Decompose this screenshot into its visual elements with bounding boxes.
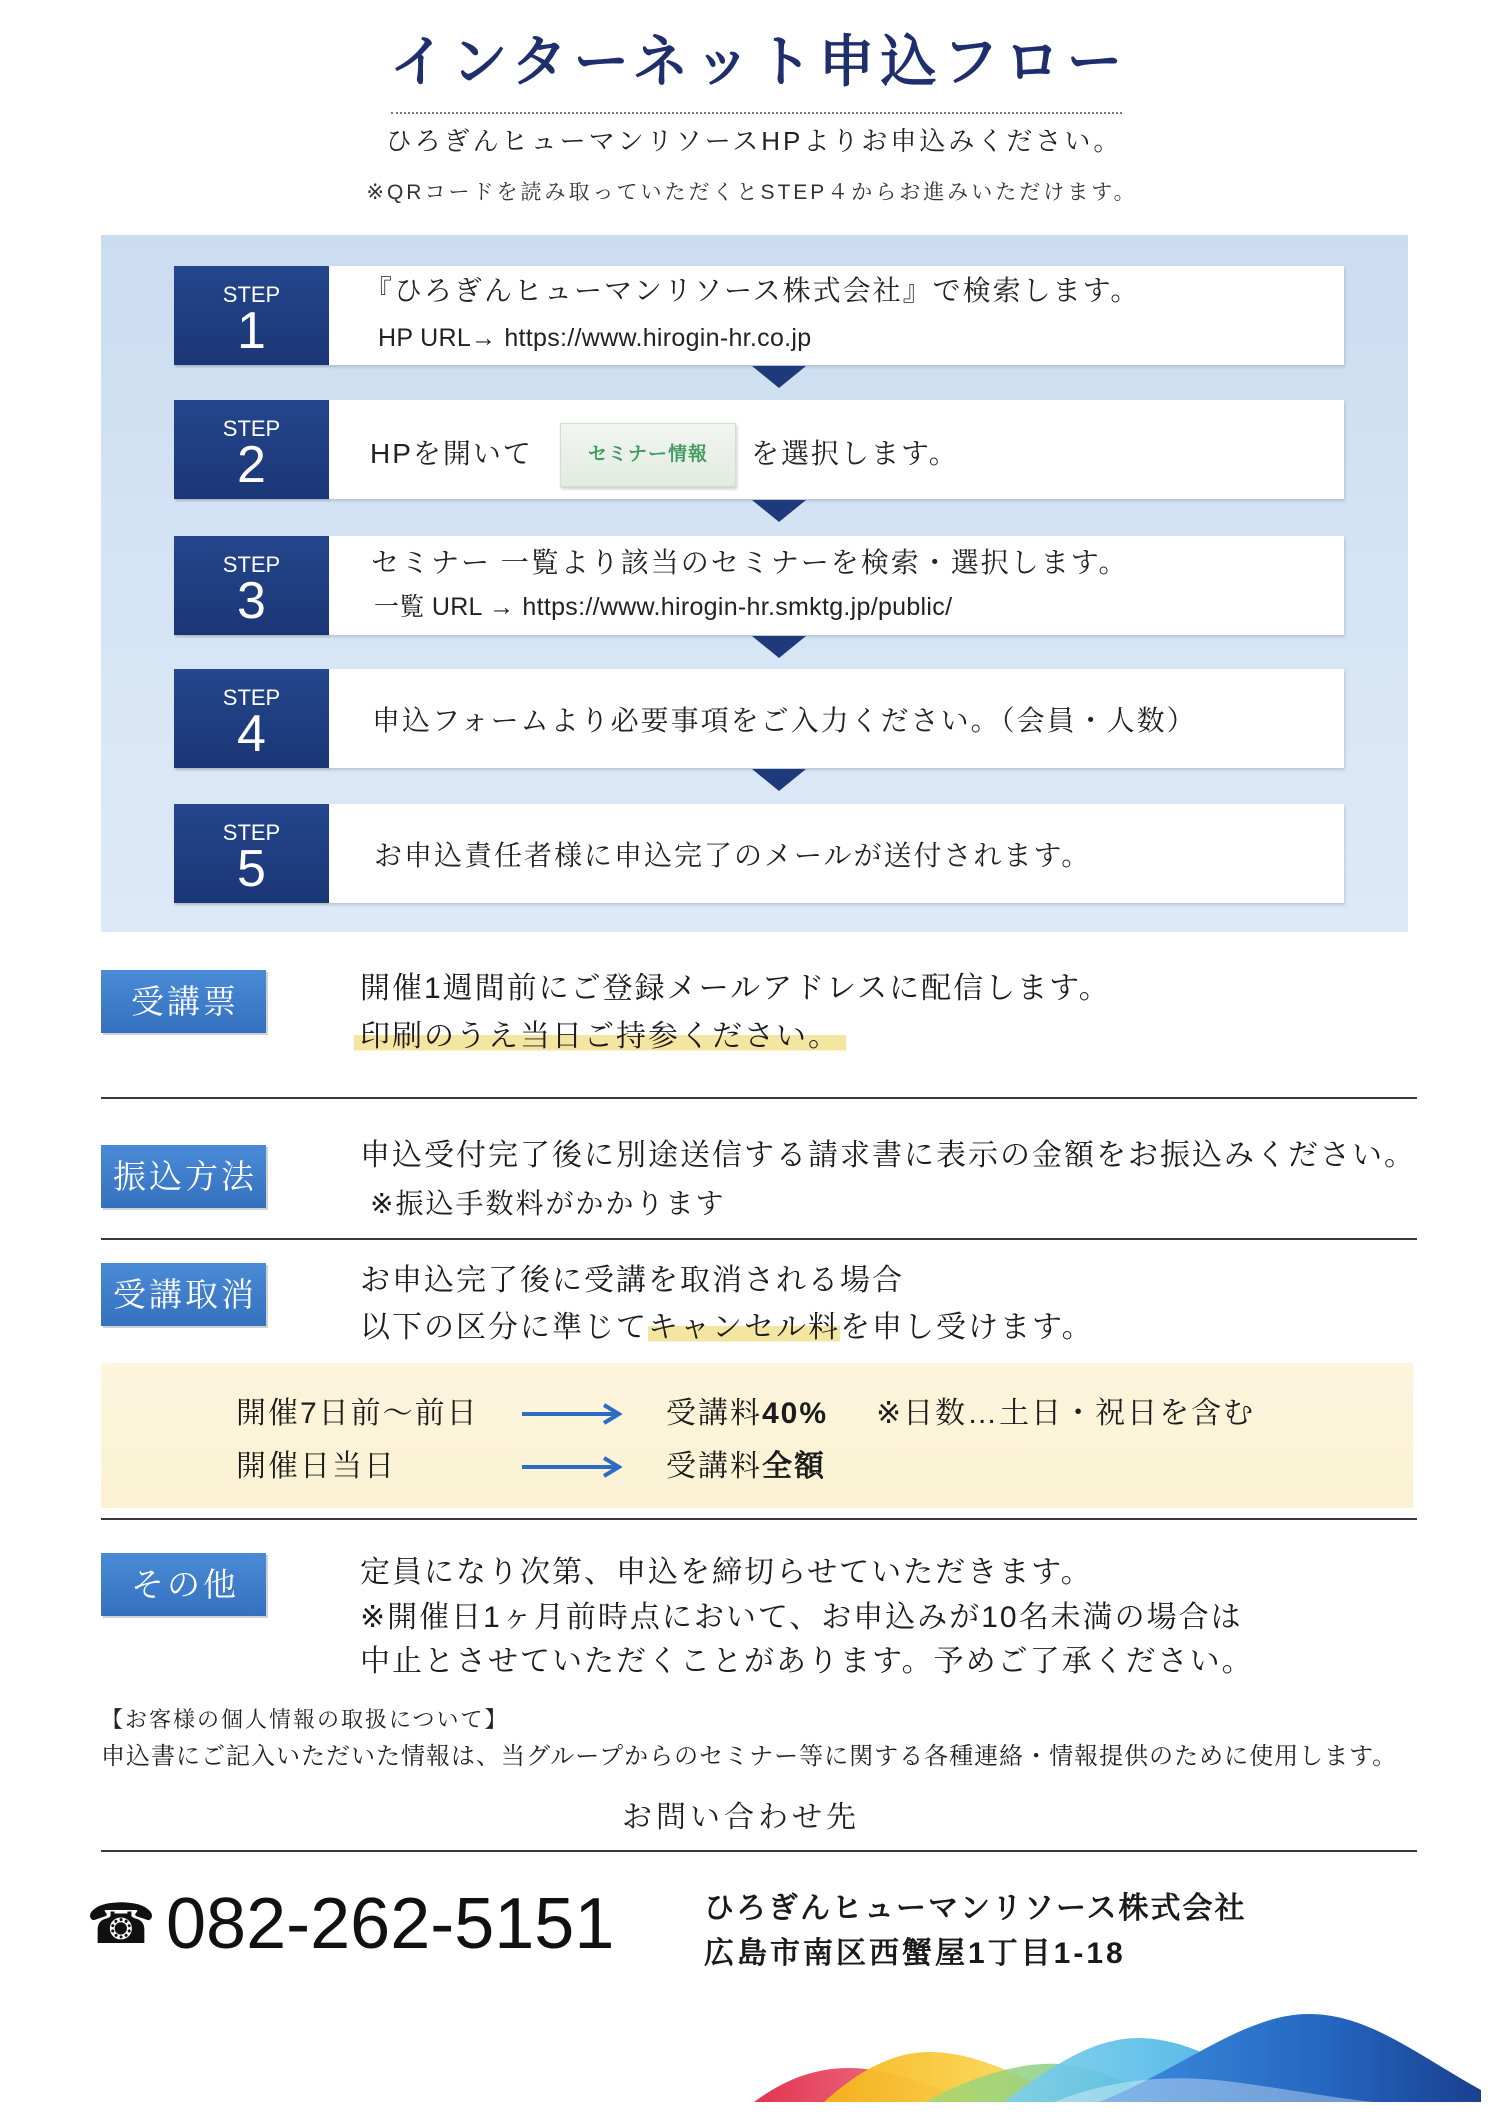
step-badge (174, 804, 329, 903)
step-text: セミナー 一覧より該当のセミナーを検索・選択します。 (371, 547, 1129, 578)
triangle-down-icon (752, 769, 806, 791)
step-4 (174, 669, 1344, 768)
seminar-list-url-link[interactable]: https://www.hirogin-hr.smktg.jp/public/ (522, 593, 953, 621)
cancel-text-line-1: お申込完了後に受講を取消される場合 (360, 1264, 904, 1297)
step-text: 申込フォームより必要事項をご入力ください。（会員・人数） (372, 705, 1197, 736)
ticket-text-line-2 (360, 1017, 846, 1057)
step-3 (174, 536, 1344, 635)
privacy-heading: 【お客様の個人情報の取扱について】 (101, 1707, 509, 1732)
fee-amount (666, 1447, 826, 1487)
contact-divider (101, 1850, 1417, 1852)
other-text-line-3: 中止とさせていただくことがあります。予めご了承ください。 (360, 1645, 1254, 1678)
fee-value: 40% (762, 1397, 829, 1430)
step-url-line (374, 591, 952, 623)
ticket-text-line-1: 開催1週間前にご登録メールアドレスに配信します。 (360, 972, 1111, 1005)
fee-period: 開催日当日 (236, 1450, 396, 1483)
step-badge (174, 669, 329, 768)
step-number: 3 (237, 572, 266, 630)
fee-label: 受講料 (666, 1397, 762, 1430)
fee-label: 受講料 (666, 1450, 762, 1483)
step-label: STEP (222, 820, 281, 845)
step-body (329, 804, 1344, 903)
section-label-other: その他 (101, 1553, 266, 1616)
step-label: STEP (222, 685, 281, 710)
privacy-body: 申込書にご記入いただいた情報は、当グループからのセミナー等に関する各種連絡・情報提供のために使用します。 (101, 1743, 1398, 1770)
cancel-text-line-2 (360, 1308, 1094, 1348)
qr-note: ※QRコードを読み取っていただくとSTEP４からお進みいただけます。 (366, 181, 1138, 204)
step-url-line (378, 322, 812, 354)
section-divider (101, 1238, 1417, 1240)
step-text: 『ひろぎんヒューマンリソース株式会社』で検索します。 (364, 275, 1141, 306)
cancellation-fee-highlight: キャンセル料 (648, 1311, 840, 1344)
url-prefix: 一覧 URL → (374, 593, 515, 621)
cancel-text-prefix: 以下の区分に準じて (360, 1311, 648, 1344)
fee-note: ※日数…土日・祝日を含む (876, 1397, 1256, 1430)
payment-text-line-2: ※振込手数料がかかります (370, 1188, 726, 1219)
payment-text-line-1: 申込受付完了後に別途送信する請求書に表示の金額をお振込みください。 (360, 1139, 1416, 1172)
step-badge (174, 536, 329, 635)
step-1 (174, 266, 1344, 365)
step-label: STEP (222, 552, 281, 577)
fee-period: 開催7日前～前日 (236, 1397, 479, 1430)
fee-amount (666, 1394, 828, 1434)
triangle-down-icon (752, 636, 806, 658)
telephone-icon (86, 1890, 156, 1960)
step-number: 4 (237, 705, 266, 763)
url-prefix: HP URL→ (378, 324, 497, 352)
other-text-line-2: ※開催日1ヶ月前時点において、お申込みが10名未満の場合は (360, 1601, 1243, 1634)
triangle-down-icon (752, 366, 806, 388)
step-text-before: HPを開いて (370, 438, 533, 469)
step-number: 2 (237, 436, 266, 494)
step-2 (174, 400, 1344, 499)
contact-heading: お問い合わせ先 (622, 1801, 860, 1834)
page-title: インターネット申込フロー (389, 30, 1129, 93)
seminar-info-button-illustration: セミナー情報 (560, 423, 736, 487)
arrow-right-icon (522, 1402, 622, 1426)
wave-decoration (754, 2008, 1481, 2104)
step-text-after: を選択します。 (751, 438, 959, 469)
section-label-ticket: 受講票 (101, 970, 266, 1033)
triangle-down-icon (752, 500, 806, 522)
step-badge (174, 266, 329, 365)
section-label-cancel: 受講取消 (101, 1263, 266, 1326)
intro-lead: ひろぎんヒューマンリソースHPよりお申込みください。 (385, 126, 1123, 156)
step-body (329, 400, 1344, 499)
hp-url-link[interactable]: https://www.hirogin-hr.co.jp (504, 324, 812, 352)
step-number: 5 (237, 840, 266, 898)
section-divider (101, 1518, 1417, 1520)
step-5 (174, 804, 1344, 903)
section-label-payment: 振込方法 (101, 1145, 266, 1208)
step-body (329, 536, 1344, 635)
step-badge (174, 400, 329, 499)
fee-value: 全額 (762, 1450, 826, 1483)
section-divider (101, 1097, 1417, 1099)
arrow-right-icon (522, 1455, 622, 1479)
company-address: 広島市南区西蟹屋1丁目1-18 (704, 1937, 1126, 1970)
title-divider (391, 112, 1122, 114)
step-label: STEP (222, 282, 281, 307)
step-number: 1 (237, 302, 266, 360)
cancel-text-suffix: を申し受けます。 (840, 1311, 1094, 1344)
ticket-highlight: 印刷のうえ当日ご持参ください。 (354, 1020, 846, 1053)
other-text-line-1: 定員になり次第、申込を締切らせていただきます。 (360, 1556, 1093, 1589)
step-text: お申込責任者様に申込完了のメールが送付されます。 (374, 840, 1092, 871)
phone-number: 082-262-5151 (166, 1884, 615, 1964)
step-body (329, 266, 1344, 365)
company-name: ひろぎんヒューマンリソース株式会社 (704, 1892, 1247, 1925)
step-body (329, 669, 1344, 768)
step-label: STEP (222, 416, 281, 441)
